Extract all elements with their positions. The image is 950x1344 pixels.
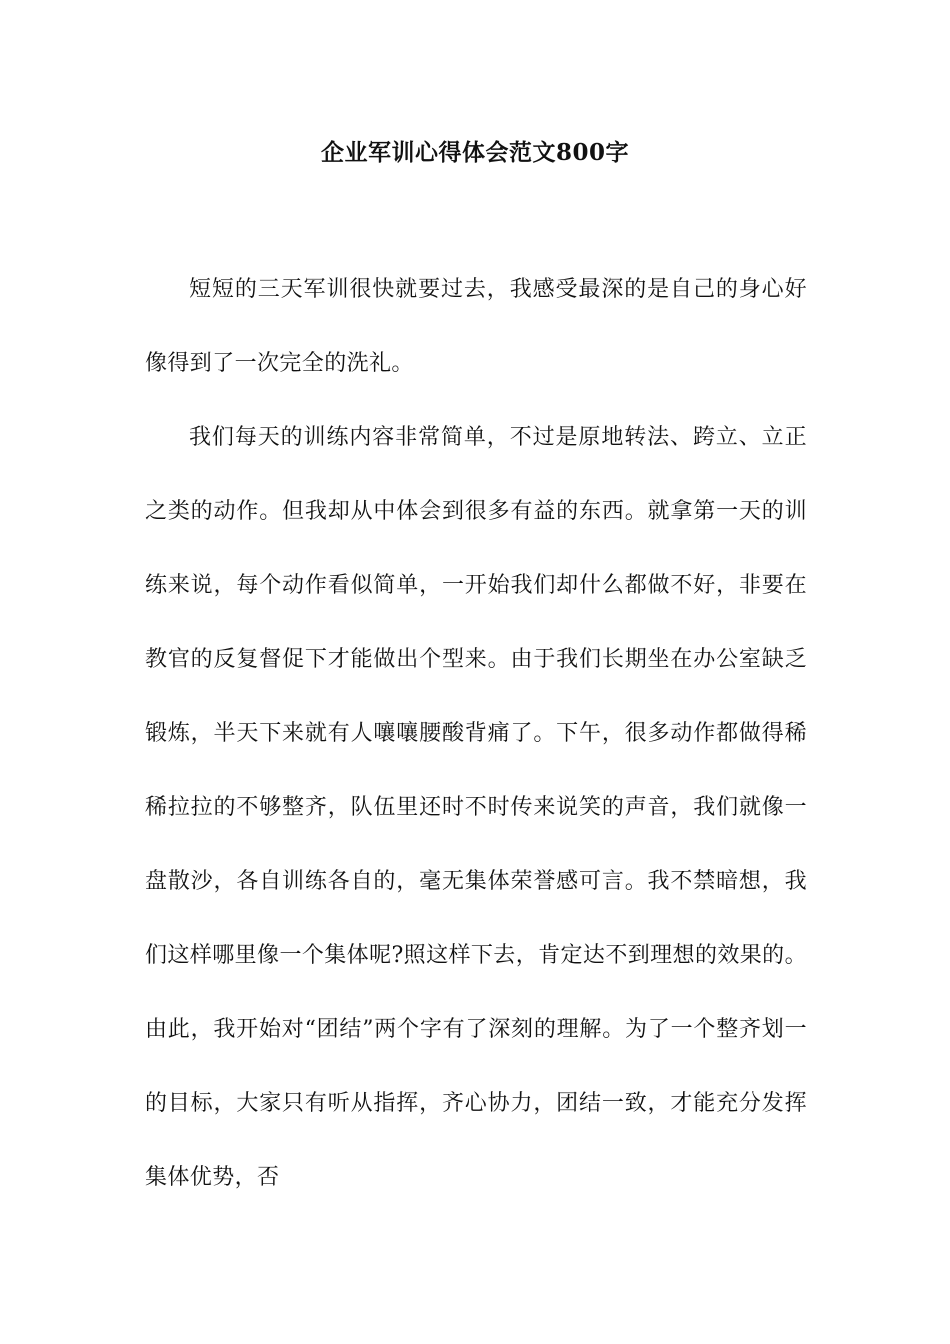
- document-body: [145, 253, 807, 1215]
- paragraph-1: 短短的三天军训很快就要过去，我感受最深的是自己的身心好像得到了一次完全的洗礼。: [145, 277, 807, 376]
- paragraph-2: 我们每天的训练内容非常简单，不过是原地转法、跨立、立正之类的动作。但我却从中体会到很多有益的东西。就拿第一天的训练来说，每个动作看似简单，一开始我们却什么都做不好，非要在教官的反复督促下才能做出个型来。由于我们长期坐在办公室缺乏锻炼，半天下来就有人嚷嚷腰酸背痛了。下午，很多动作都做得稀稀拉拉的不够整齐，队伍里还时不时传来说笑的声音，我们就像一盘散沙，各自训练各自的，毫无集体荣誉感可言。我不禁暗想，我们这样哪里像一个集体呢?照这样下去，肯定达不到理想的效果的。由此，我开始对“团结”两个字有了深刻的理解。为了一个整齐划一的目标，大家只有听从指挥，齐心协力，团结一致，才能充分发挥集体优势，否: [145, 425, 807, 1190]
- document-title: 企业军训心得体会范文800字: [320, 139, 629, 166]
